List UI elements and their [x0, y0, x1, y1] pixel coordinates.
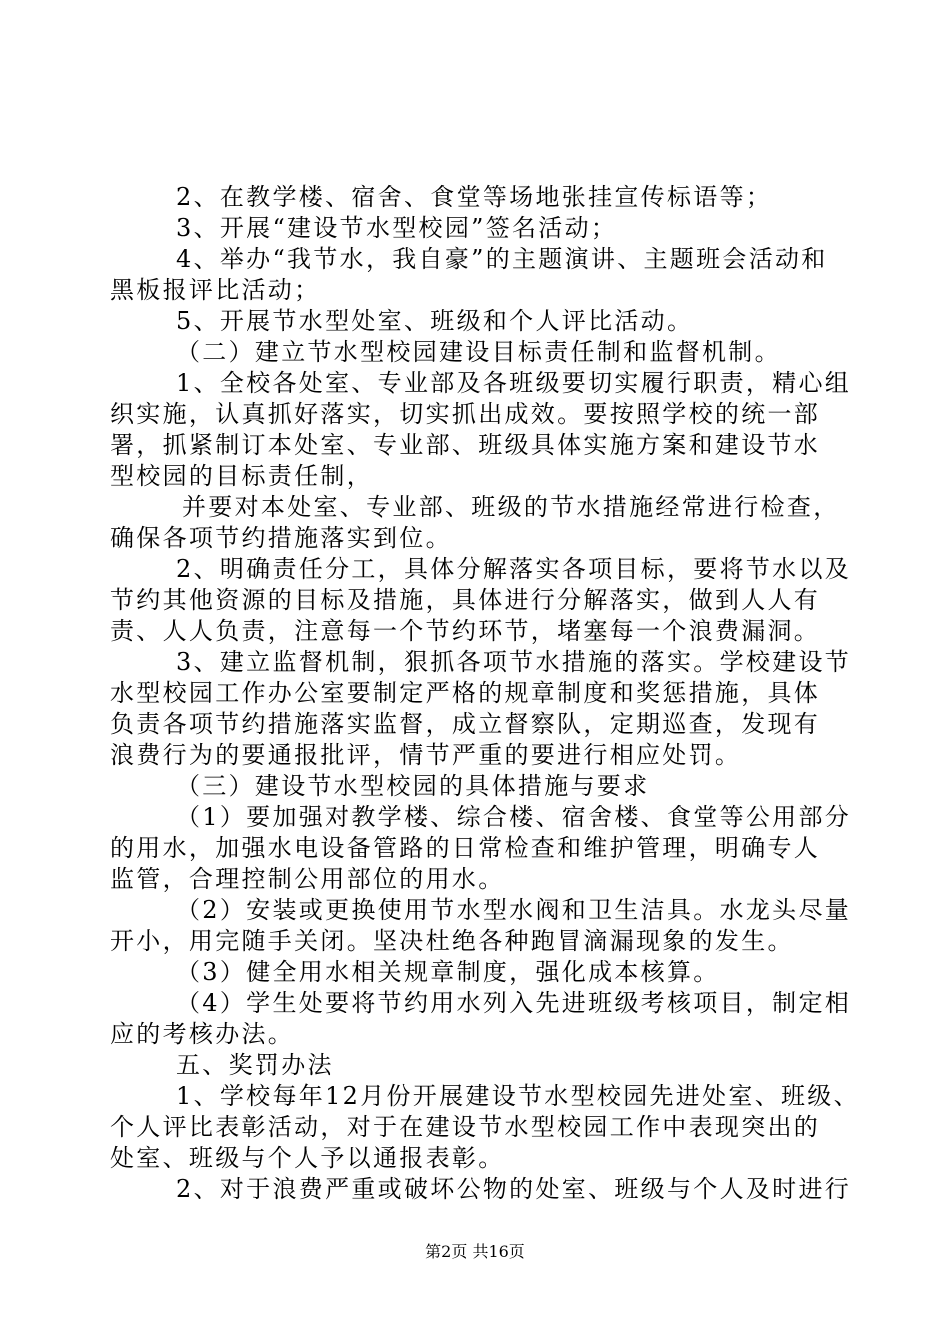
text-line: 应的考核办法。: [110, 1020, 295, 1048]
text-line: （3）健全用水相关规章制度，强化成本核算。: [176, 958, 720, 986]
section-heading: 五、奖罚办法: [176, 1051, 334, 1079]
text-line: 并要对本处室、专业部、班级的节水措施经常进行检查，: [182, 493, 840, 521]
text-line: 水型校园工作办公室要制定严格的规章制度和奖惩措施，具体: [110, 679, 821, 707]
text-line: 3、开展“建设节水型校园”签名活动；: [176, 214, 618, 242]
text-line: 浪费行为的要通报批评，情节严重的要进行相应处罚。: [110, 741, 742, 769]
text-line: 1、学校每年12月份开展建设节水型校园先进处室、班级、: [176, 1082, 860, 1110]
text-line: （1）要加强对教学楼、综合楼、宿舍楼、食堂等公用部分: [176, 803, 852, 831]
page-number-label: 第2页 共16页: [425, 1242, 525, 1261]
text-line: 2、在教学楼、宿舍、食堂等场地张挂宣传标语等；: [176, 183, 773, 211]
text-line: 的用水，加强水电设备管路的日常检查和维护管理，明确专人: [110, 834, 821, 862]
section-heading: （三）建设节水型校园的具体措施与要求: [176, 772, 650, 800]
text-line: 2、明确责任分工，具体分解落实各项目标，要将节水以及: [176, 555, 852, 583]
text-line: 开小，用完随手关闭。坚决杜绝各种跑冒滴漏现象的发生。: [110, 927, 794, 955]
text-line: 4、举办“我节水，我自豪”的主题演讲、主题班会活动和: [176, 245, 828, 273]
text-line: 确保各项节约措施落实到位。: [110, 524, 452, 552]
section-heading: （二）建立节水型校园建设目标责任制和监督机制。: [176, 338, 781, 366]
text-line: 处室、班级与个人予以通报表彰。: [110, 1144, 505, 1172]
text-line: 2、对于浪费严重或破坏公物的处室、班级与个人及时进行: [176, 1175, 852, 1203]
text-line: 责、人人负责，注意每一个节约环节，堵塞每一个浪费漏洞。: [110, 617, 821, 645]
text-line: 个人评比表彰活动，对于在建设节水型校园工作中表现突出的: [110, 1113, 821, 1141]
text-line: 5、开展节水型处室、班级和个人评比活动。: [176, 307, 694, 335]
text-line: 监管，合理控制公用部位的用水。: [110, 865, 505, 893]
text-line: 3、建立监督机制，狠抓各项节水措施的落实。学校建设节: [176, 648, 852, 676]
text-line: （4）学生处要将节约用水列入先进班级考核项目，制定相: [176, 989, 852, 1017]
text-line: 黑板报评比活动；: [110, 276, 321, 304]
page-footer: [0, 1242, 950, 1262]
text-line: 1、全校各处室、专业部及各班级要切实履行职责，精心组: [176, 369, 852, 397]
text-line: 节约其他资源的目标及措施，具体进行分解落实，做到人人有: [110, 586, 821, 614]
text-line: 负责各项节约措施落实监督，成立督察队，定期巡查，发现有: [110, 710, 821, 738]
text-line: 署，抓紧制订本处室、专业部、班级具体实施方案和建设节水: [110, 431, 821, 459]
text-line: 型校园的目标责任制，: [110, 462, 373, 490]
text-line: （2）安装或更换使用节水型水阀和卫生洁具。水龙头尽量: [176, 896, 852, 924]
text-line: 织实施，认真抓好落实，切实抓出成效。要按照学校的统一部: [110, 400, 821, 428]
